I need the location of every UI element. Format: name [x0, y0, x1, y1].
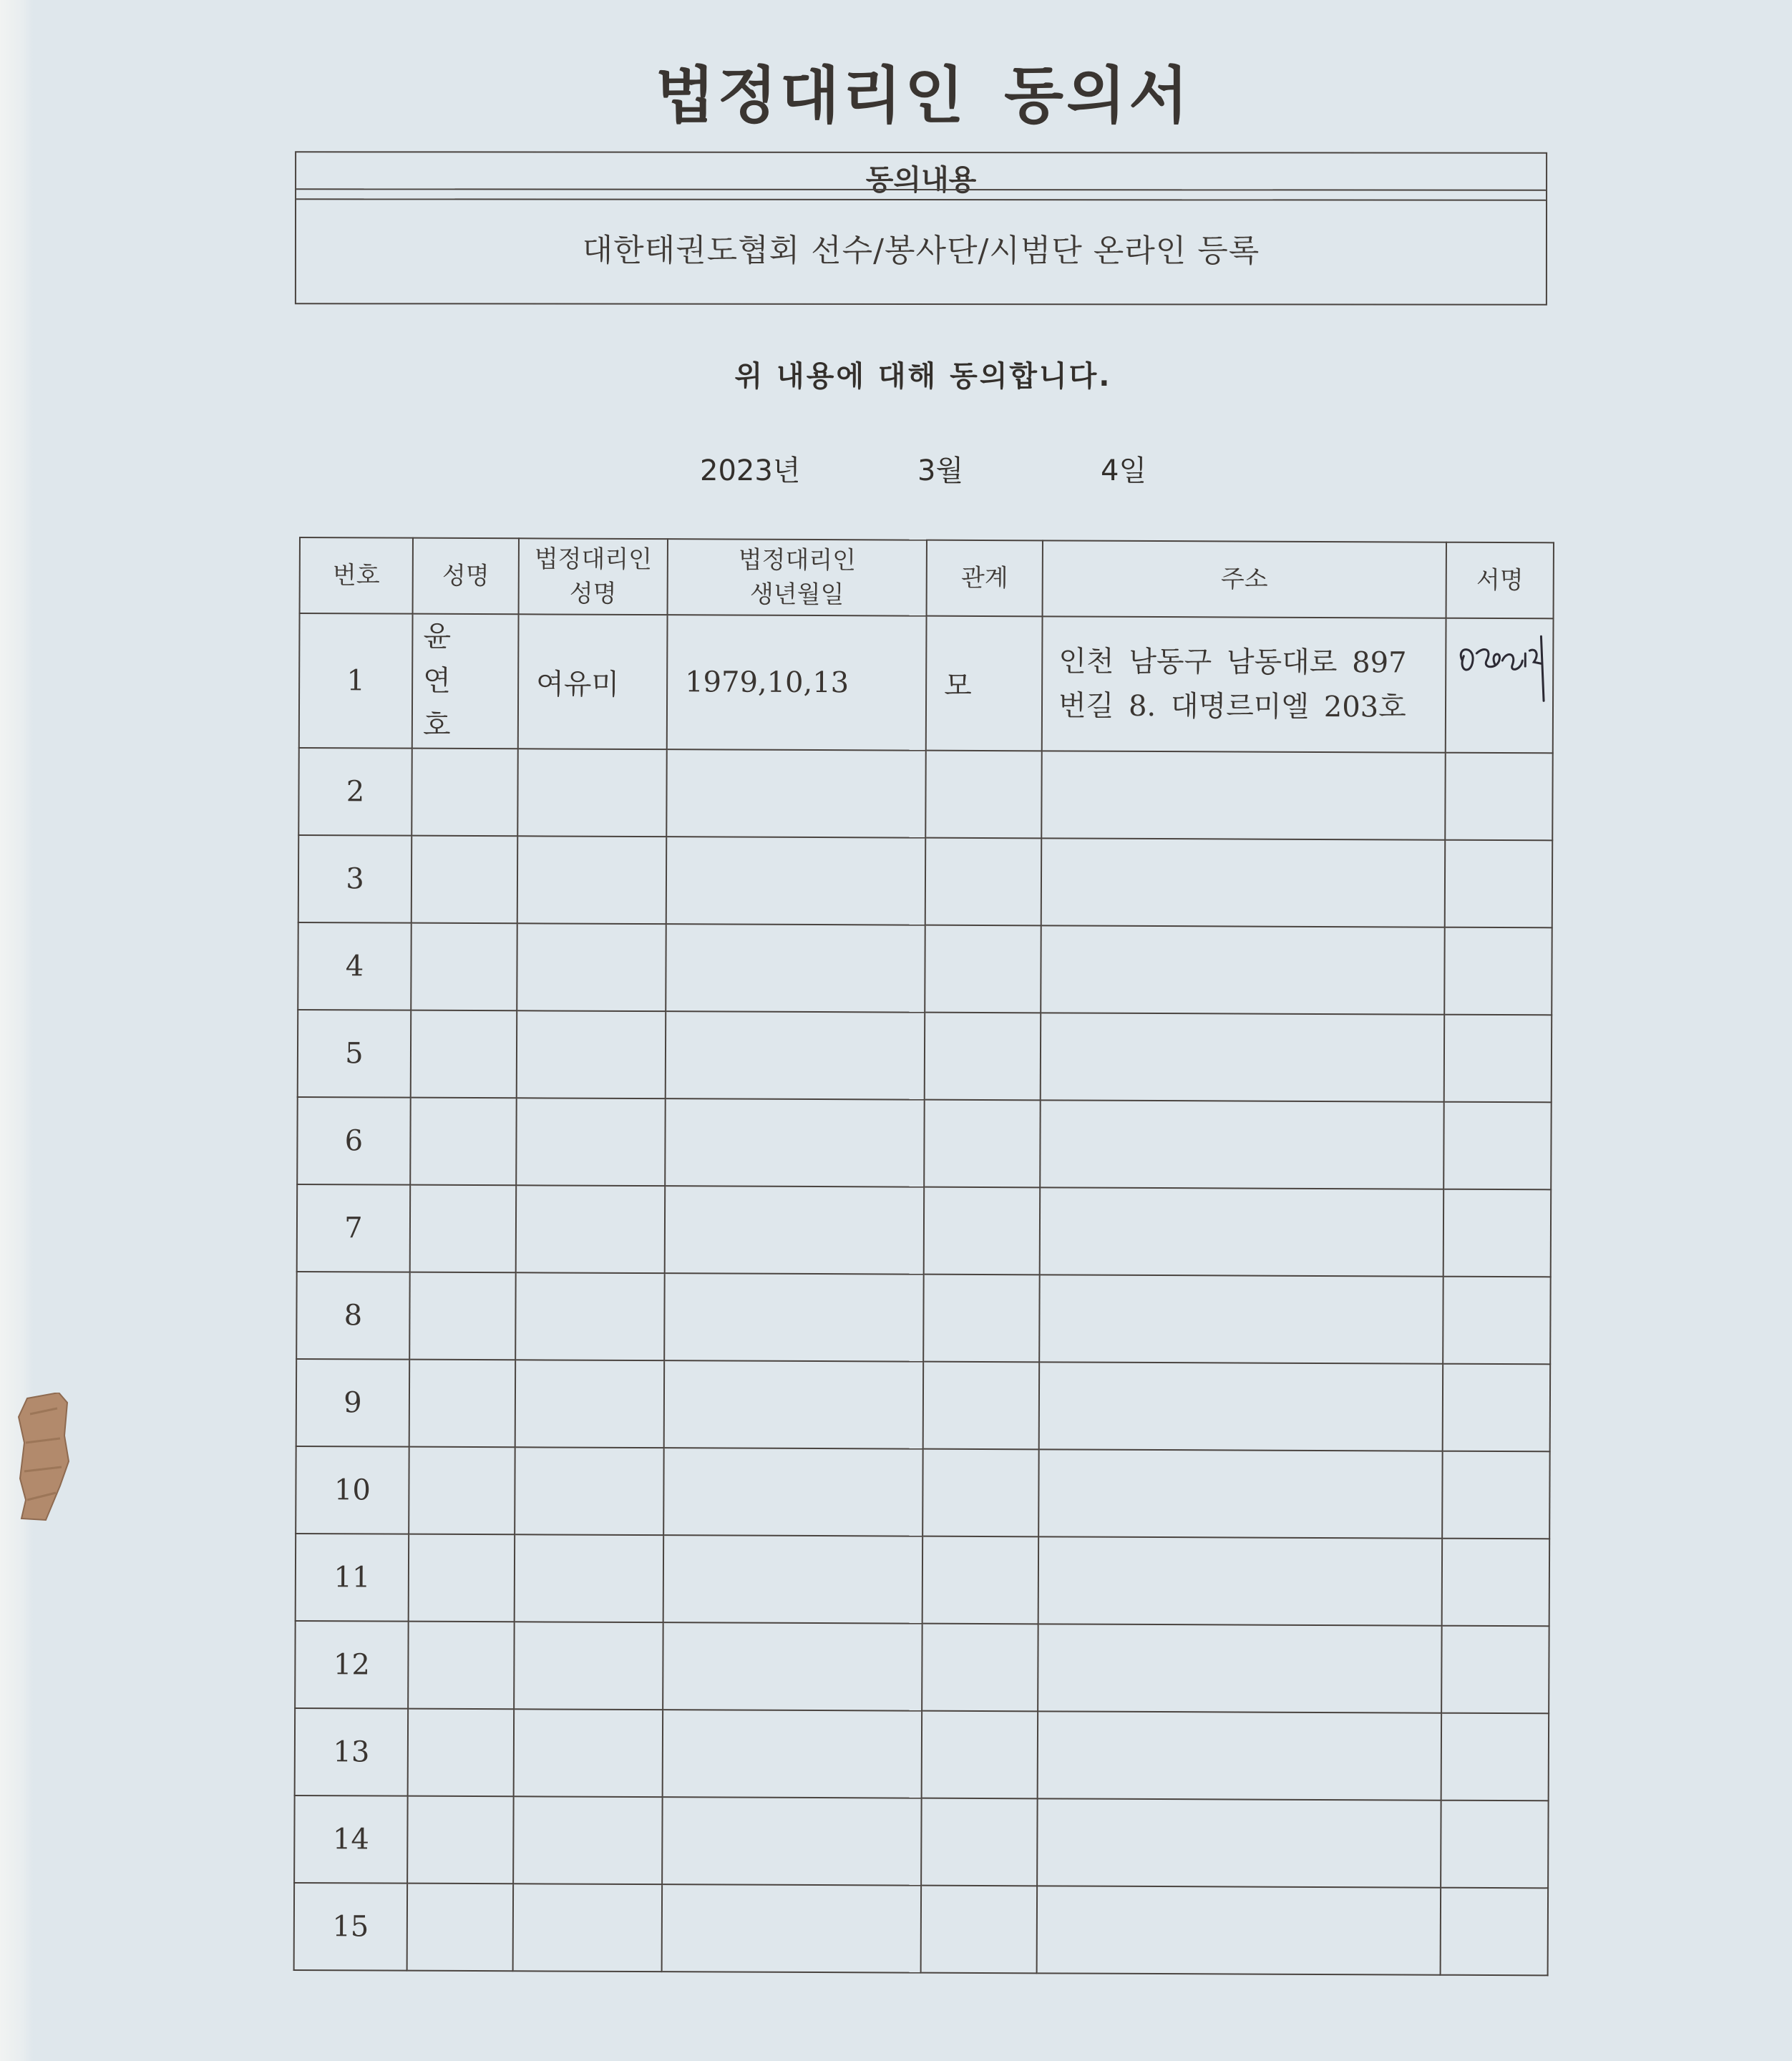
cell-relation — [923, 1362, 1040, 1450]
cell-rep-name — [515, 1534, 664, 1622]
header-signature: 서명 — [1446, 542, 1554, 619]
cell-rep-birth — [663, 1622, 922, 1711]
table-row — [299, 613, 1554, 753]
cell-rep-birth — [666, 749, 926, 838]
cell-address — [1038, 1536, 1443, 1625]
cell-rep-name: 여유미 — [518, 614, 668, 749]
cell-signature — [1445, 753, 1553, 841]
cell-no: 1 — [299, 613, 413, 749]
table-row — [296, 1446, 1549, 1539]
cell-signature — [1446, 618, 1554, 754]
cell-name-value — [409, 1534, 515, 1622]
cell-signature — [1444, 927, 1552, 1015]
cell-relation: 모 — [926, 616, 1043, 751]
header-name: 성명 — [413, 538, 519, 615]
cell-address — [1040, 1100, 1444, 1189]
cell-address — [1040, 1187, 1444, 1276]
cell-rep-birth — [665, 1098, 925, 1187]
date-month: 3월 — [917, 454, 964, 487]
cell-relation — [922, 1536, 1039, 1624]
cell-relation — [921, 1798, 1038, 1886]
table-row — [297, 1097, 1551, 1189]
cell-name-value — [411, 923, 517, 1011]
header-rep-birth-line1: 법정대리인 — [738, 545, 857, 575]
cell-name-value — [410, 1098, 517, 1186]
header-address: 주소 — [1043, 540, 1446, 618]
cell-address — [1041, 925, 1445, 1014]
date-year: 2023년 — [700, 454, 801, 487]
cell-no: 3 — [298, 835, 412, 923]
cell-no: 9 — [296, 1359, 410, 1447]
cell-name-value — [411, 1010, 517, 1098]
table-row — [298, 1010, 1552, 1102]
table-row — [294, 1796, 1548, 1888]
cell-signature — [1444, 1015, 1552, 1103]
cell-relation — [925, 838, 1042, 926]
cell-rep-name — [517, 836, 667, 924]
cell-rep-birth — [663, 1535, 923, 1624]
table-row — [296, 1534, 1549, 1626]
date-day: 4일 — [1101, 454, 1147, 487]
cell-no: 12 — [295, 1621, 409, 1709]
document-title: 법정대리인 동의서 — [655, 59, 1192, 132]
cell-name-value — [407, 1796, 514, 1884]
cell-address: 인천 남동구 남동대로 897 번길 8. 대명르미엘 203호 — [1042, 616, 1446, 752]
table-row — [296, 1272, 1550, 1364]
cell-relation — [922, 1449, 1039, 1537]
consent-header-label: 동의내용 — [865, 163, 977, 198]
cell-name-value — [408, 1709, 515, 1797]
cell-relation — [925, 1013, 1041, 1101]
cell-signature — [1441, 1888, 1549, 1976]
cell-signature — [1442, 1539, 1550, 1627]
cell-signature — [1443, 1189, 1552, 1277]
cell-signature — [1442, 1451, 1550, 1539]
cell-rep-name — [517, 1010, 666, 1098]
cell-address — [1041, 838, 1446, 927]
cell-no: 5 — [298, 1010, 412, 1098]
cell-rep-birth — [663, 1710, 922, 1798]
cell-rep-birth: 1979,10,13 — [667, 615, 927, 751]
cell-rep-birth — [664, 1273, 924, 1362]
cell-relation — [925, 751, 1042, 839]
cell-name-value — [409, 1360, 516, 1448]
table-row — [298, 835, 1552, 927]
cell-rep-birth — [662, 1797, 922, 1886]
table-row — [296, 1359, 1550, 1451]
cell-rep-name — [516, 1098, 666, 1186]
cell-address — [1038, 1711, 1442, 1800]
cell-signature — [1445, 840, 1553, 928]
representative-table — [293, 537, 1554, 1976]
cell-rep-birth — [665, 1186, 925, 1275]
cell-name-value — [410, 1185, 517, 1273]
cell-address — [1039, 1362, 1443, 1451]
table-row — [298, 748, 1552, 840]
cell-relation — [925, 925, 1041, 1013]
table-header-row — [300, 537, 1554, 618]
cell-name-value — [409, 1272, 516, 1360]
consent-box — [295, 151, 1547, 306]
page-edge — [0, 0, 33, 2061]
cell-relation — [924, 1100, 1041, 1188]
table-row — [295, 1708, 1549, 1801]
header-rep-name-line2: 성명 — [569, 579, 617, 608]
cell-name-value — [408, 1622, 515, 1710]
cell-relation — [922, 1711, 1038, 1799]
cell-no: 8 — [296, 1272, 410, 1360]
cell-rep-birth — [666, 924, 925, 1013]
cell-rep-name — [517, 923, 666, 1011]
cell-name-value — [412, 749, 518, 837]
cell-address — [1038, 1449, 1443, 1538]
cell-no: 14 — [294, 1796, 408, 1884]
header-relation: 관계 — [927, 540, 1043, 617]
cell-rep-birth — [666, 1011, 925, 1100]
cell-rep-name — [515, 1447, 664, 1535]
cell-rep-name — [514, 1622, 663, 1710]
header-rep-name-line1: 법정대리인 — [534, 545, 653, 575]
cell-rep-name — [513, 1796, 663, 1884]
cell-relation — [923, 1275, 1040, 1363]
cell-no: 2 — [298, 748, 412, 836]
cell-relation — [924, 1187, 1041, 1275]
cell-name-value — [407, 1884, 514, 1972]
header-rep-birth — [668, 539, 927, 616]
cell-relation — [922, 1624, 1038, 1712]
cell-address — [1041, 1013, 1445, 1101]
cell-signature — [1443, 1364, 1551, 1452]
cell-name-value — [412, 836, 518, 924]
cell-rep-name — [514, 1709, 663, 1797]
cell-rep-name — [516, 1185, 666, 1273]
agree-statement: 위 내용에 대해 동의합니다. — [734, 360, 1112, 393]
cell-rep-name — [517, 749, 667, 837]
cell-signature — [1441, 1713, 1549, 1801]
cell-rep-birth — [663, 1448, 923, 1536]
cell-name-value — [409, 1447, 515, 1535]
tape-piece — [17, 1393, 72, 1523]
cell-signature — [1441, 1801, 1549, 1889]
cell-address — [1038, 1624, 1442, 1712]
header-rep-birth-line2: 생년월일 — [749, 580, 844, 610]
cell-no: 15 — [294, 1883, 408, 1971]
cell-rep-name — [515, 1360, 665, 1448]
cell-rep-name — [513, 1884, 663, 1972]
cell-no: 6 — [297, 1097, 411, 1185]
cell-address — [1037, 1798, 1441, 1887]
table-row — [297, 1184, 1551, 1277]
cell-address — [1037, 1886, 1441, 1974]
consent-header — [296, 152, 1546, 201]
cell-name-value: 윤 연 호 — [412, 614, 519, 749]
cell-rep-birth — [666, 837, 926, 925]
cell-rep-birth — [664, 1360, 924, 1449]
cell-no: 13 — [295, 1708, 409, 1796]
cell-rep-birth — [662, 1884, 922, 1973]
consent-body: 대한태권도협회 선수/봉사단/시범단 온라인 등록 — [582, 232, 1260, 270]
cell-signature — [1441, 1626, 1549, 1714]
cell-relation — [921, 1886, 1038, 1974]
cell-signature — [1443, 1277, 1551, 1365]
cell-rep-name — [515, 1272, 665, 1360]
table-row — [294, 1883, 1548, 1975]
cell-address — [1039, 1275, 1443, 1363]
cell-no: 11 — [296, 1534, 409, 1622]
cell-signature — [1443, 1102, 1552, 1190]
handwritten-signature — [1455, 632, 1548, 704]
header-rep-name — [519, 538, 668, 615]
cell-no: 10 — [296, 1446, 409, 1534]
table-row — [298, 922, 1552, 1015]
cell-no: 7 — [297, 1184, 411, 1272]
table-row — [295, 1621, 1549, 1713]
header-no: 번호 — [300, 537, 413, 614]
cell-no: 4 — [298, 922, 412, 1010]
cell-address — [1041, 751, 1446, 839]
